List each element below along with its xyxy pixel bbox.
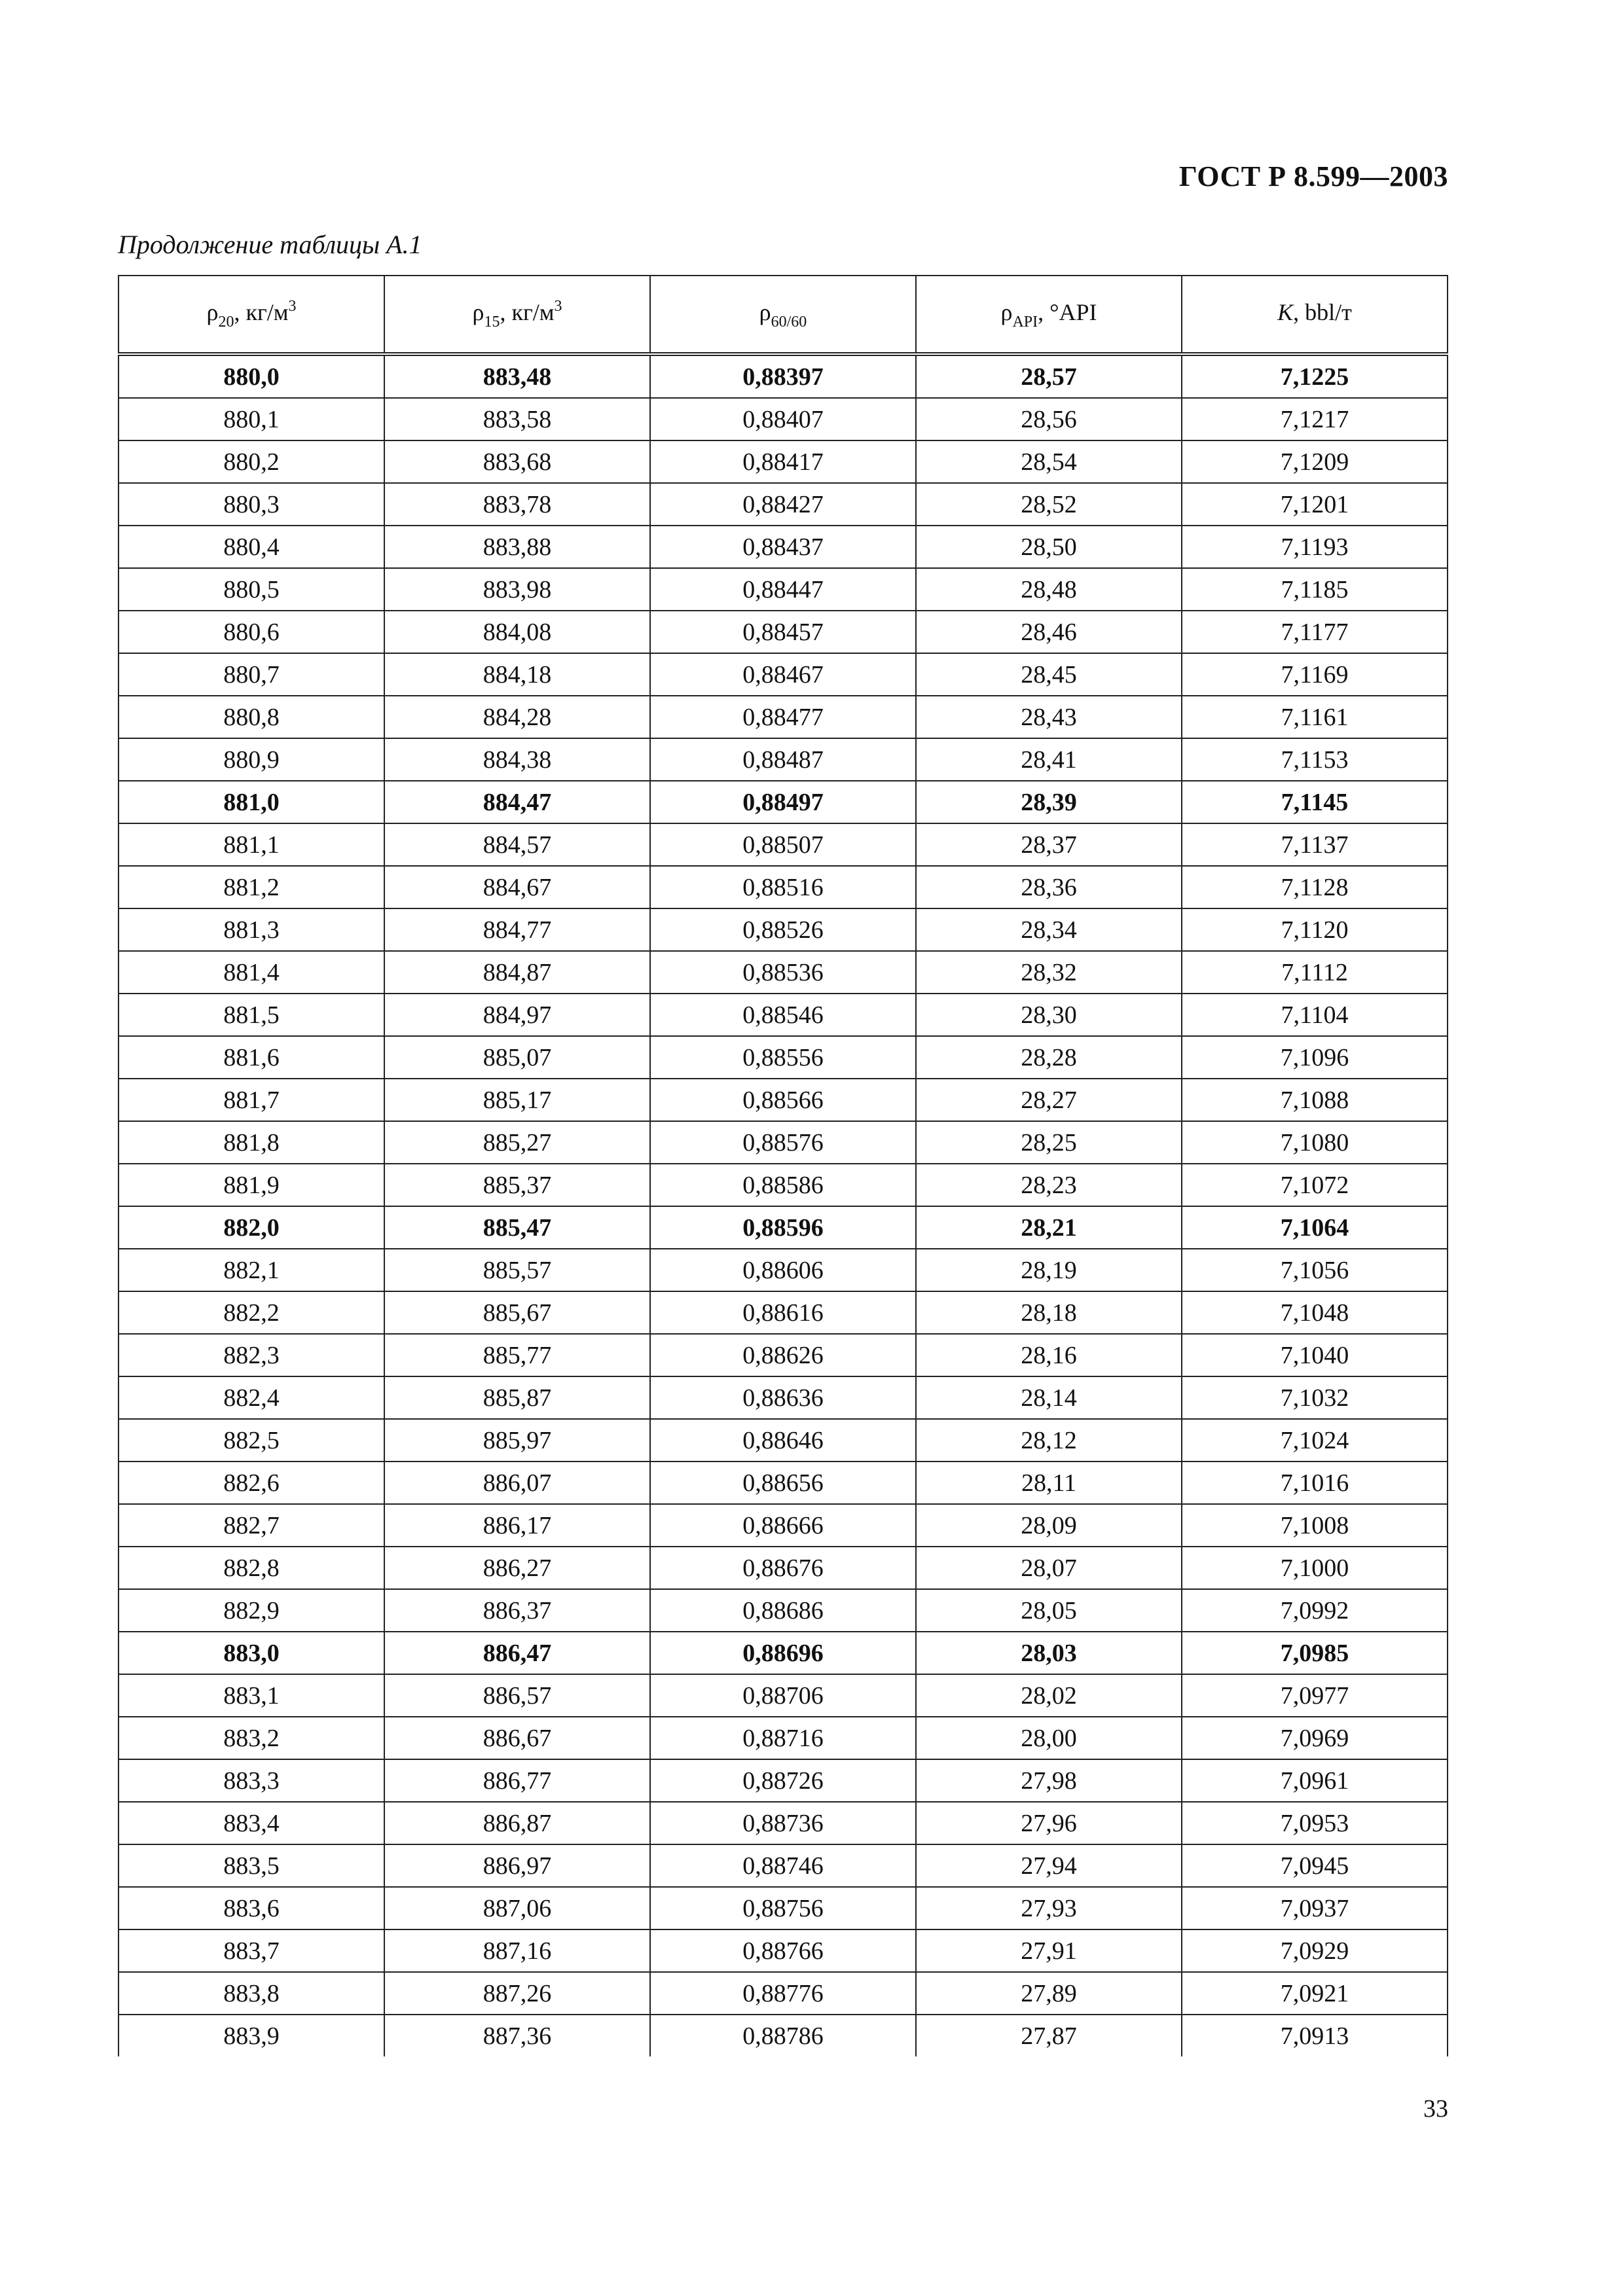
cell-rho20: 883,9	[119, 2015, 384, 2056]
cell-rho60-60: 0,88556	[650, 1036, 916, 1079]
cell-rho20: 881,3	[119, 908, 384, 951]
cell-rho15: 883,68	[384, 440, 650, 483]
cell-rho15: 884,97	[384, 994, 650, 1036]
table-row	[119, 1802, 1448, 1844]
cell-rho60-60: 0,88447	[650, 568, 916, 611]
cell-rho15: 886,57	[384, 1674, 650, 1717]
cell-rho15: 887,26	[384, 1972, 650, 2015]
table-row	[119, 1206, 1448, 1249]
cell-rho60-60: 0,88467	[650, 653, 916, 696]
cell-k: 7,1032	[1182, 1376, 1448, 1419]
cell-rho60-60: 0,88576	[650, 1121, 916, 1164]
cell-k: 7,1040	[1182, 1334, 1448, 1376]
cell-rho-api: 28,48	[916, 568, 1182, 611]
cell-rho-api: 28,32	[916, 951, 1182, 994]
cell-rho60-60: 0,88726	[650, 1759, 916, 1802]
cell-k: 7,1177	[1182, 611, 1448, 653]
cell-rho15: 885,97	[384, 1419, 650, 1462]
cell-rho20: 883,7	[119, 1929, 384, 1972]
table-row	[119, 653, 1448, 696]
table-row	[119, 1887, 1448, 1929]
table-row	[119, 951, 1448, 994]
cell-rho60-60: 0,88586	[650, 1164, 916, 1206]
cell-rho60-60: 0,88736	[650, 1802, 916, 1844]
cell-rho15: 886,47	[384, 1632, 650, 1674]
cell-rho15: 884,77	[384, 908, 650, 951]
table-row	[119, 908, 1448, 951]
cell-rho-api: 28,37	[916, 823, 1182, 866]
cell-rho-api: 28,45	[916, 653, 1182, 696]
cell-rho15: 885,77	[384, 1334, 650, 1376]
cell-rho-api: 28,19	[916, 1249, 1182, 1291]
column-header-rho20: $\rho_{20}$, $кг/м^3$	[119, 276, 384, 354]
cell-rho60-60: 0,88526	[650, 908, 916, 951]
cell-rho60-60: 0,88477	[650, 696, 916, 738]
cell-k: 7,0929	[1182, 1929, 1448, 1972]
cell-rho15: 884,67	[384, 866, 650, 908]
cell-rho15: 886,87	[384, 1802, 650, 1844]
cell-rho20: 882,1	[119, 1249, 384, 1291]
cell-rho15: 883,48	[384, 354, 650, 398]
table-row	[119, 440, 1448, 483]
cell-rho-api: 27,91	[916, 1929, 1182, 1972]
cell-rho20: 880,1	[119, 398, 384, 440]
cell-rho20: 883,8	[119, 1972, 384, 2015]
table-row	[119, 1249, 1448, 1291]
cell-rho15: 884,08	[384, 611, 650, 653]
cell-rho20: 883,0	[119, 1632, 384, 1674]
cell-k: 7,1201	[1182, 483, 1448, 526]
cell-rho15: 887,16	[384, 1929, 650, 1972]
cell-k: 7,1064	[1182, 1206, 1448, 1249]
cell-rho-api: 28,00	[916, 1717, 1182, 1759]
cell-rho60-60: 0,88746	[650, 1844, 916, 1887]
cell-rho20: 883,4	[119, 1802, 384, 1844]
cell-rho-api: 28,25	[916, 1121, 1182, 1164]
table-row	[119, 1036, 1448, 1079]
cell-k: 7,1112	[1182, 951, 1448, 994]
cell-rho15: 886,37	[384, 1589, 650, 1632]
cell-k: 7,0977	[1182, 1674, 1448, 1717]
cell-rho60-60: 0,88696	[650, 1632, 916, 1674]
cell-k: 7,0969	[1182, 1717, 1448, 1759]
cell-rho15: 885,27	[384, 1121, 650, 1164]
table-body	[119, 354, 1448, 2056]
cell-rho20: 880,2	[119, 440, 384, 483]
cell-k: 7,1193	[1182, 526, 1448, 568]
cell-rho20: 881,8	[119, 1121, 384, 1164]
cell-k: 7,1048	[1182, 1291, 1448, 1334]
document-code: ГОСТ Р 8.599—2003	[1178, 160, 1448, 192]
cell-rho20: 882,0	[119, 1206, 384, 1249]
cell-rho20: 883,3	[119, 1759, 384, 1802]
cell-rho-api: 28,41	[916, 738, 1182, 781]
cell-rho60-60: 0,88516	[650, 866, 916, 908]
cell-k: 7,1153	[1182, 738, 1448, 781]
cell-rho-api: 28,07	[916, 1547, 1182, 1589]
cell-rho-api: 28,36	[916, 866, 1182, 908]
cell-k: 7,1120	[1182, 908, 1448, 951]
table-row	[119, 1972, 1448, 2015]
cell-k: 7,1000	[1182, 1547, 1448, 1589]
cell-rho-api: 27,93	[916, 1887, 1182, 1929]
cell-rho20: 881,1	[119, 823, 384, 866]
cell-rho60-60: 0,88397	[650, 354, 916, 398]
cell-rho-api: 28,39	[916, 781, 1182, 823]
cell-rho60-60: 0,88686	[650, 1589, 916, 1632]
cell-rho15: 885,37	[384, 1164, 650, 1206]
cell-rho20: 882,9	[119, 1589, 384, 1632]
cell-rho-api: 28,50	[916, 526, 1182, 568]
cell-rho-api: 27,96	[916, 1802, 1182, 1844]
cell-rho20: 880,8	[119, 696, 384, 738]
cell-rho60-60: 0,88756	[650, 1887, 916, 1929]
table-row	[119, 1121, 1448, 1164]
table-row	[119, 483, 1448, 526]
cell-rho60-60: 0,88546	[650, 994, 916, 1036]
cell-k: 7,0945	[1182, 1844, 1448, 1887]
cell-rho-api: 27,94	[916, 1844, 1182, 1887]
table-continuation-caption: Продолжение таблицы А.1	[118, 230, 422, 259]
cell-k: 7,1225	[1182, 354, 1448, 398]
cell-rho60-60: 0,88636	[650, 1376, 916, 1419]
cell-rho-api: 28,46	[916, 611, 1182, 653]
table-row	[119, 738, 1448, 781]
cell-rho20: 881,2	[119, 866, 384, 908]
table-row	[119, 1419, 1448, 1462]
cell-rho-api: 28,16	[916, 1334, 1182, 1376]
cell-k: 7,0992	[1182, 1589, 1448, 1632]
table-row	[119, 1291, 1448, 1334]
cell-rho-api: 28,21	[916, 1206, 1182, 1249]
table-row	[119, 1589, 1448, 1632]
cell-k: 7,1096	[1182, 1036, 1448, 1079]
table-row	[119, 354, 1448, 398]
cell-rho60-60: 0,88656	[650, 1462, 916, 1504]
cell-rho15: 884,38	[384, 738, 650, 781]
cell-rho-api: 28,34	[916, 908, 1182, 951]
cell-rho15: 884,47	[384, 781, 650, 823]
cell-rho20: 883,2	[119, 1717, 384, 1759]
cell-k: 7,0921	[1182, 1972, 1448, 2015]
cell-k: 7,1128	[1182, 866, 1448, 908]
cell-rho-api: 28,30	[916, 994, 1182, 1036]
cell-rho20: 882,6	[119, 1462, 384, 1504]
table-row	[119, 1844, 1448, 1887]
table-row	[119, 1717, 1448, 1759]
cell-rho-api: 28,18	[916, 1291, 1182, 1334]
cell-rho60-60: 0,88536	[650, 951, 916, 994]
cell-rho-api: 28,14	[916, 1376, 1182, 1419]
cell-rho60-60: 0,88596	[650, 1206, 916, 1249]
column-header-rho15: $\rho_{15}$, $кг/м^3$	[384, 276, 650, 354]
cell-rho20: 882,2	[119, 1291, 384, 1334]
cell-rho60-60: 0,88706	[650, 1674, 916, 1717]
cell-rho-api: 27,89	[916, 1972, 1182, 2015]
cell-rho60-60: 0,88407	[650, 398, 916, 440]
cell-k: 7,1169	[1182, 653, 1448, 696]
table-row	[119, 1759, 1448, 1802]
cell-rho20: 880,0	[119, 354, 384, 398]
cell-rho-api: 28,09	[916, 1504, 1182, 1547]
table-row	[119, 1929, 1448, 1972]
cell-rho60-60: 0,88666	[650, 1504, 916, 1547]
table-row	[119, 398, 1448, 440]
cell-rho60-60: 0,88507	[650, 823, 916, 866]
cell-rho20: 880,5	[119, 568, 384, 611]
cell-rho20: 881,0	[119, 781, 384, 823]
cell-rho60-60: 0,88646	[650, 1419, 916, 1462]
table-row	[119, 1504, 1448, 1547]
cell-rho15: 883,78	[384, 483, 650, 526]
cell-rho20: 882,4	[119, 1376, 384, 1419]
cell-rho20: 882,5	[119, 1419, 384, 1462]
table-header-row	[119, 276, 1448, 354]
column-header-k: K, bbl/т	[1182, 276, 1448, 354]
table-row	[119, 781, 1448, 823]
cell-rho60-60: 0,88766	[650, 1929, 916, 1972]
cell-rho15: 886,77	[384, 1759, 650, 1802]
table-row	[119, 823, 1448, 866]
cell-rho20: 880,3	[119, 483, 384, 526]
cell-rho60-60: 0,88427	[650, 483, 916, 526]
cell-rho-api: 27,87	[916, 2015, 1182, 2056]
cell-rho15: 884,28	[384, 696, 650, 738]
cell-k: 7,1080	[1182, 1121, 1448, 1164]
cell-rho-api: 28,12	[916, 1419, 1182, 1462]
cell-rho60-60: 0,88616	[650, 1291, 916, 1334]
cell-rho15: 884,18	[384, 653, 650, 696]
cell-rho20: 883,6	[119, 1887, 384, 1929]
cell-rho-api: 28,23	[916, 1164, 1182, 1206]
table-row	[119, 1462, 1448, 1504]
density-table	[118, 275, 1448, 2056]
cell-rho15: 887,06	[384, 1887, 650, 1929]
page-number: 33	[1423, 2095, 1448, 2123]
table-row	[119, 1079, 1448, 1121]
cell-rho-api: 28,43	[916, 696, 1182, 738]
cell-rho-api: 28,28	[916, 1036, 1182, 1079]
cell-rho20: 880,7	[119, 653, 384, 696]
cell-rho-api: 28,27	[916, 1079, 1182, 1121]
cell-rho60-60: 0,88606	[650, 1249, 916, 1291]
cell-k: 7,1217	[1182, 398, 1448, 440]
table-row	[119, 1547, 1448, 1589]
cell-rho60-60: 0,88437	[650, 526, 916, 568]
cell-rho-api: 28,11	[916, 1462, 1182, 1504]
cell-rho20: 881,6	[119, 1036, 384, 1079]
cell-rho-api: 28,52	[916, 483, 1182, 526]
table-row	[119, 866, 1448, 908]
cell-rho20: 880,6	[119, 611, 384, 653]
cell-k: 7,0913	[1182, 2015, 1448, 2056]
cell-k: 7,1104	[1182, 994, 1448, 1036]
cell-rho15: 885,87	[384, 1376, 650, 1419]
cell-k: 7,1072	[1182, 1164, 1448, 1206]
cell-rho20: 881,7	[119, 1079, 384, 1121]
cell-rho15: 886,17	[384, 1504, 650, 1547]
cell-rho-api: 27,98	[916, 1759, 1182, 1802]
cell-k: 7,0937	[1182, 1887, 1448, 1929]
cell-rho60-60: 0,88776	[650, 1972, 916, 2015]
cell-rho-api: 28,02	[916, 1674, 1182, 1717]
table-row	[119, 1632, 1448, 1674]
cell-k: 7,1137	[1182, 823, 1448, 866]
cell-k: 7,1145	[1182, 781, 1448, 823]
table-row	[119, 1376, 1448, 1419]
table-row	[119, 1164, 1448, 1206]
cell-rho60-60: 0,88626	[650, 1334, 916, 1376]
cell-k: 7,1209	[1182, 440, 1448, 483]
cell-rho60-60: 0,88786	[650, 2015, 916, 2056]
cell-rho60-60: 0,88457	[650, 611, 916, 653]
cell-rho-api: 28,03	[916, 1632, 1182, 1674]
cell-k: 7,1056	[1182, 1249, 1448, 1291]
cell-rho20: 881,5	[119, 994, 384, 1036]
cell-rho-api: 28,05	[916, 1589, 1182, 1632]
cell-rho15: 886,27	[384, 1547, 650, 1589]
cell-rho-api: 28,57	[916, 354, 1182, 398]
cell-rho15: 885,07	[384, 1036, 650, 1079]
column-header-rho60-60: $\rho_{60/60}$	[650, 276, 916, 354]
cell-k: 7,1161	[1182, 696, 1448, 738]
cell-rho15: 884,87	[384, 951, 650, 994]
cell-rho15: 887,36	[384, 2015, 650, 2056]
cell-k: 7,0961	[1182, 1759, 1448, 1802]
cell-rho15: 883,88	[384, 526, 650, 568]
cell-rho20: 880,4	[119, 526, 384, 568]
cell-rho15: 886,67	[384, 1717, 650, 1759]
cell-rho15: 885,67	[384, 1291, 650, 1334]
cell-rho15: 886,97	[384, 1844, 650, 1887]
cell-rho60-60: 0,88566	[650, 1079, 916, 1121]
cell-k: 7,1185	[1182, 568, 1448, 611]
column-header-rho-api: $\rho_{API}$, °API	[916, 276, 1182, 354]
cell-rho60-60: 0,88716	[650, 1717, 916, 1759]
cell-rho15: 884,57	[384, 823, 650, 866]
cell-rho15: 885,17	[384, 1079, 650, 1121]
cell-rho20: 883,1	[119, 1674, 384, 1717]
cell-rho15: 883,58	[384, 398, 650, 440]
cell-k: 7,1088	[1182, 1079, 1448, 1121]
table-row	[119, 526, 1448, 568]
cell-rho15: 885,57	[384, 1249, 650, 1291]
cell-rho20: 881,9	[119, 1164, 384, 1206]
table-row	[119, 568, 1448, 611]
cell-rho60-60: 0,88676	[650, 1547, 916, 1589]
table-row	[119, 2015, 1448, 2056]
cell-rho15: 885,47	[384, 1206, 650, 1249]
table-row	[119, 611, 1448, 653]
cell-k: 7,1008	[1182, 1504, 1448, 1547]
cell-rho20: 882,3	[119, 1334, 384, 1376]
cell-rho60-60: 0,88487	[650, 738, 916, 781]
cell-k: 7,1024	[1182, 1419, 1448, 1462]
cell-rho20: 882,7	[119, 1504, 384, 1547]
cell-rho20: 883,5	[119, 1844, 384, 1887]
cell-rho-api: 28,54	[916, 440, 1182, 483]
cell-k: 7,1016	[1182, 1462, 1448, 1504]
table-row	[119, 1674, 1448, 1717]
cell-rho15: 886,07	[384, 1462, 650, 1504]
table-row	[119, 994, 1448, 1036]
cell-rho-api: 28,56	[916, 398, 1182, 440]
cell-rho20: 882,8	[119, 1547, 384, 1589]
cell-k: 7,0985	[1182, 1632, 1448, 1674]
cell-rho60-60: 0,88497	[650, 781, 916, 823]
cell-k: 7,0953	[1182, 1802, 1448, 1844]
cell-rho20: 880,9	[119, 738, 384, 781]
table-row	[119, 696, 1448, 738]
cell-rho60-60: 0,88417	[650, 440, 916, 483]
cell-rho15: 883,98	[384, 568, 650, 611]
cell-rho20: 881,4	[119, 951, 384, 994]
table-row	[119, 1334, 1448, 1376]
